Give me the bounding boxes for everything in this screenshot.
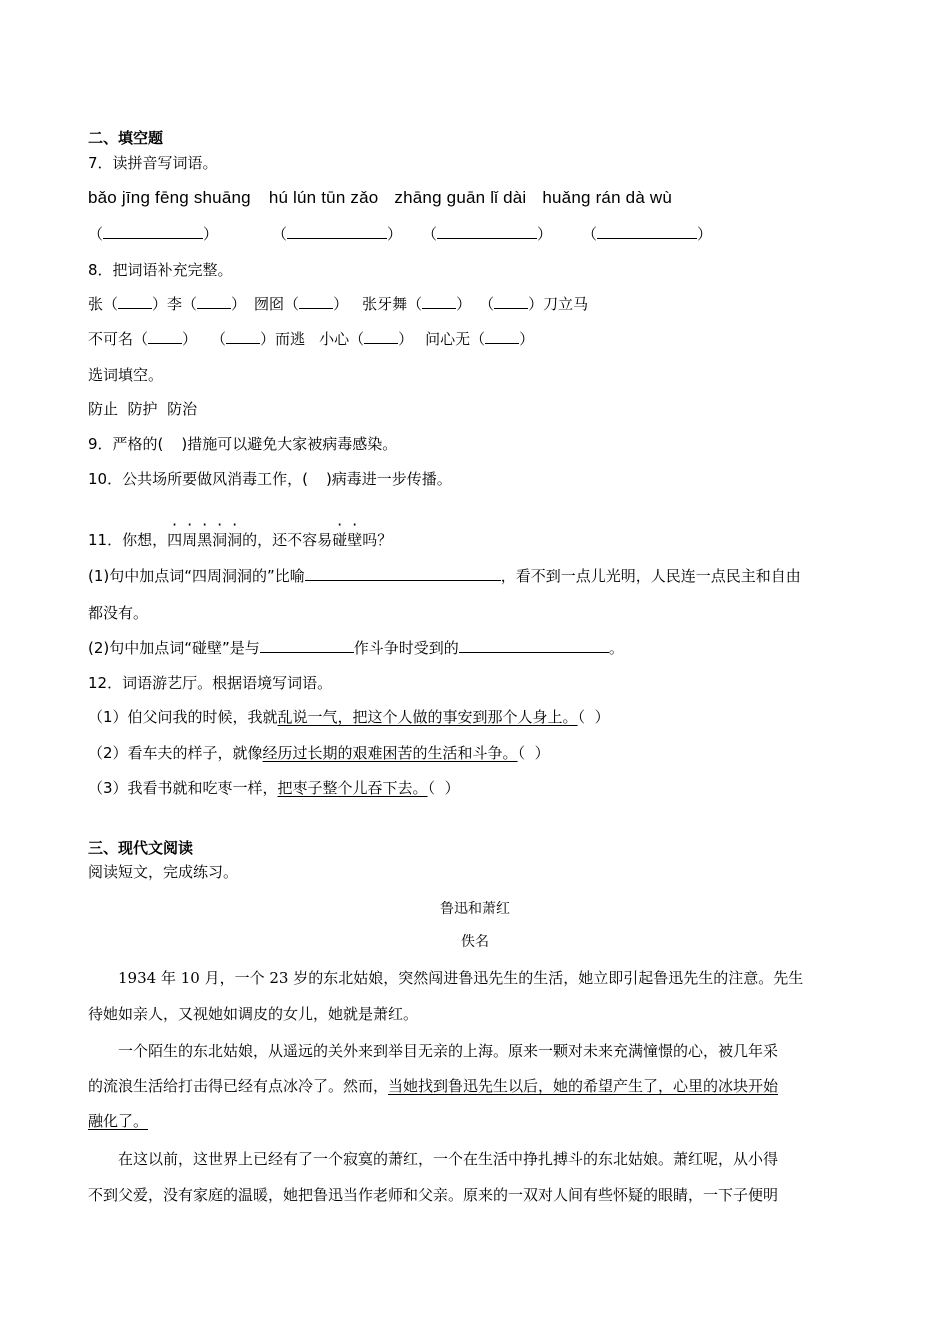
q10: 10．公共场所要做风消毒工作，( )病毒进一步传播。 bbox=[88, 470, 452, 488]
answer-blank[interactable] bbox=[148, 329, 182, 344]
q7-answer-2: （ ） bbox=[272, 225, 403, 243]
q7-pinyin-row bbox=[88, 188, 672, 208]
dotted-word-2 bbox=[332, 531, 362, 549]
emphasis-char: 壁 bbox=[347, 531, 363, 549]
answer-blank[interactable] bbox=[197, 294, 231, 309]
answer-blank[interactable] bbox=[118, 294, 152, 309]
emphasis-char: 四 bbox=[167, 531, 183, 549]
q8-row2: 不可名（ ） （ ）而逃 小心（ ） 问心无（ ） bbox=[88, 330, 535, 348]
section-title-fill-blanks: 二、填空题 bbox=[88, 129, 164, 147]
dotted-word-1 bbox=[167, 531, 242, 549]
select-prompt: 选词填空。 bbox=[88, 366, 164, 384]
answer-blank[interactable] bbox=[437, 224, 537, 239]
paragraph-2-line-2: 的流浪生活给打击得已经有点冰冷了。然而，当她找到鲁迅先生以后，她的希望产生了，心里的冰块开始 bbox=[88, 1077, 779, 1095]
q12-item3: （3）我看书就和吃枣一样，把枣子整个儿吞下去。（ ） bbox=[88, 779, 460, 797]
emphasis-char: 碰 bbox=[332, 531, 348, 549]
q7-answer-4: （ ） bbox=[582, 225, 713, 243]
answer-blank[interactable] bbox=[305, 566, 501, 581]
q12-prompt: 12．词语游艺厅。根据语境写词语。 bbox=[88, 674, 333, 692]
answer-blank[interactable] bbox=[485, 329, 519, 344]
pinyin-4: huǎng rán dà wù bbox=[542, 188, 673, 207]
q7-answer-3: （ ） bbox=[422, 225, 553, 243]
q12-item2: （2）看车夫的样子，就像经历过长期的艰难困苦的生活和斗争。（ ） bbox=[88, 744, 550, 762]
answer-blank[interactable] bbox=[226, 329, 260, 344]
paragraph-3-line-2: 不到父爱，没有家庭的温暖，她把鲁迅当作老师和父亲。原来的一双对人间有些怀疑的眼睛，一下子便明 bbox=[88, 1186, 779, 1204]
q11-part1-cont: 都没有。 bbox=[88, 604, 149, 622]
answer-blank[interactable] bbox=[103, 224, 203, 239]
emphasis-char: 洞 bbox=[212, 531, 228, 549]
answer-blank[interactable] bbox=[287, 224, 387, 239]
reading-instruction: 阅读短文，完成练习。 bbox=[88, 863, 239, 881]
article-title: 鲁迅和萧红 bbox=[440, 901, 510, 917]
emphasis-char: 洞 bbox=[227, 531, 243, 549]
q11-part1: (1)句中加点词“四周洞洞的”比喻 ，看不到一点儿光明，人民连一点民主和自由 bbox=[88, 567, 801, 585]
q11-part2: (2)句中加点词“碰壁”是与 作斗争时受到的 。 bbox=[88, 639, 624, 657]
paragraph-1-line-1: 1934 年 10 月，一个 23 岁的东北姑娘，突然闯进鲁迅先生的生活，她立即引起鲁迅先生的注意。先生 bbox=[118, 969, 804, 987]
q7-prompt: 7．读拼音写词语。 bbox=[88, 154, 218, 172]
q12-item1: （1）伯父问我的时候，我就乱说一气，把这个人做的事安到那个人身上。（ ） bbox=[88, 708, 610, 726]
answer-blank[interactable] bbox=[299, 294, 333, 309]
q8-row1: 张（ ）李（ ） 囫囵（ ） 张牙舞（ ） （ ）刀立马 bbox=[88, 295, 589, 313]
paragraph-3-line-1: 在这以前，这世界上已经有了一个寂寞的萧红，一个在生活中挣扎搏斗的东北姑娘。萧红呢，从小得 bbox=[118, 1150, 779, 1168]
paragraph-1-line-2: 待她如亲人，又视她如调皮的女儿，她就是萧红。 bbox=[88, 1005, 419, 1023]
q9: 9．严格的( )措施可以避免大家被病毒感染。 bbox=[88, 435, 398, 453]
answer-blank[interactable] bbox=[597, 224, 697, 239]
paragraph-2-line-3: 融化了。 bbox=[88, 1112, 149, 1130]
pinyin-3: zhāng guān lǐ dài bbox=[394, 188, 527, 207]
article-author: 佚名 bbox=[461, 934, 489, 950]
section-title-reading: 三、现代文阅读 bbox=[88, 839, 194, 857]
emphasis-char: 周 bbox=[182, 531, 198, 549]
pinyin-2: hú lún tūn zǎo bbox=[268, 188, 379, 207]
emphasis-char: 黑 bbox=[197, 531, 213, 549]
answer-blank[interactable] bbox=[260, 638, 354, 653]
word-choices: 防止 防护 防治 bbox=[88, 400, 198, 418]
answer-blank[interactable] bbox=[494, 294, 528, 309]
answer-blank[interactable] bbox=[459, 638, 609, 653]
answer-blank[interactable] bbox=[422, 294, 456, 309]
pinyin-1: bǎo jīng fēng shuāng bbox=[88, 188, 251, 207]
answer-blank[interactable] bbox=[364, 329, 398, 344]
q8-prompt: 8．把词语补充完整。 bbox=[88, 261, 233, 279]
paragraph-2-line-1: 一个陌生的东北姑娘，从遥远的关外来到举目无亲的上海。原来一颗对未来充满憧憬的心，被几年采 bbox=[118, 1042, 779, 1060]
q11-sentence: 11．你想，四周黑洞洞的，还不容易碰壁吗？ bbox=[88, 531, 393, 549]
q7-answer-1: （ ） bbox=[88, 225, 219, 243]
